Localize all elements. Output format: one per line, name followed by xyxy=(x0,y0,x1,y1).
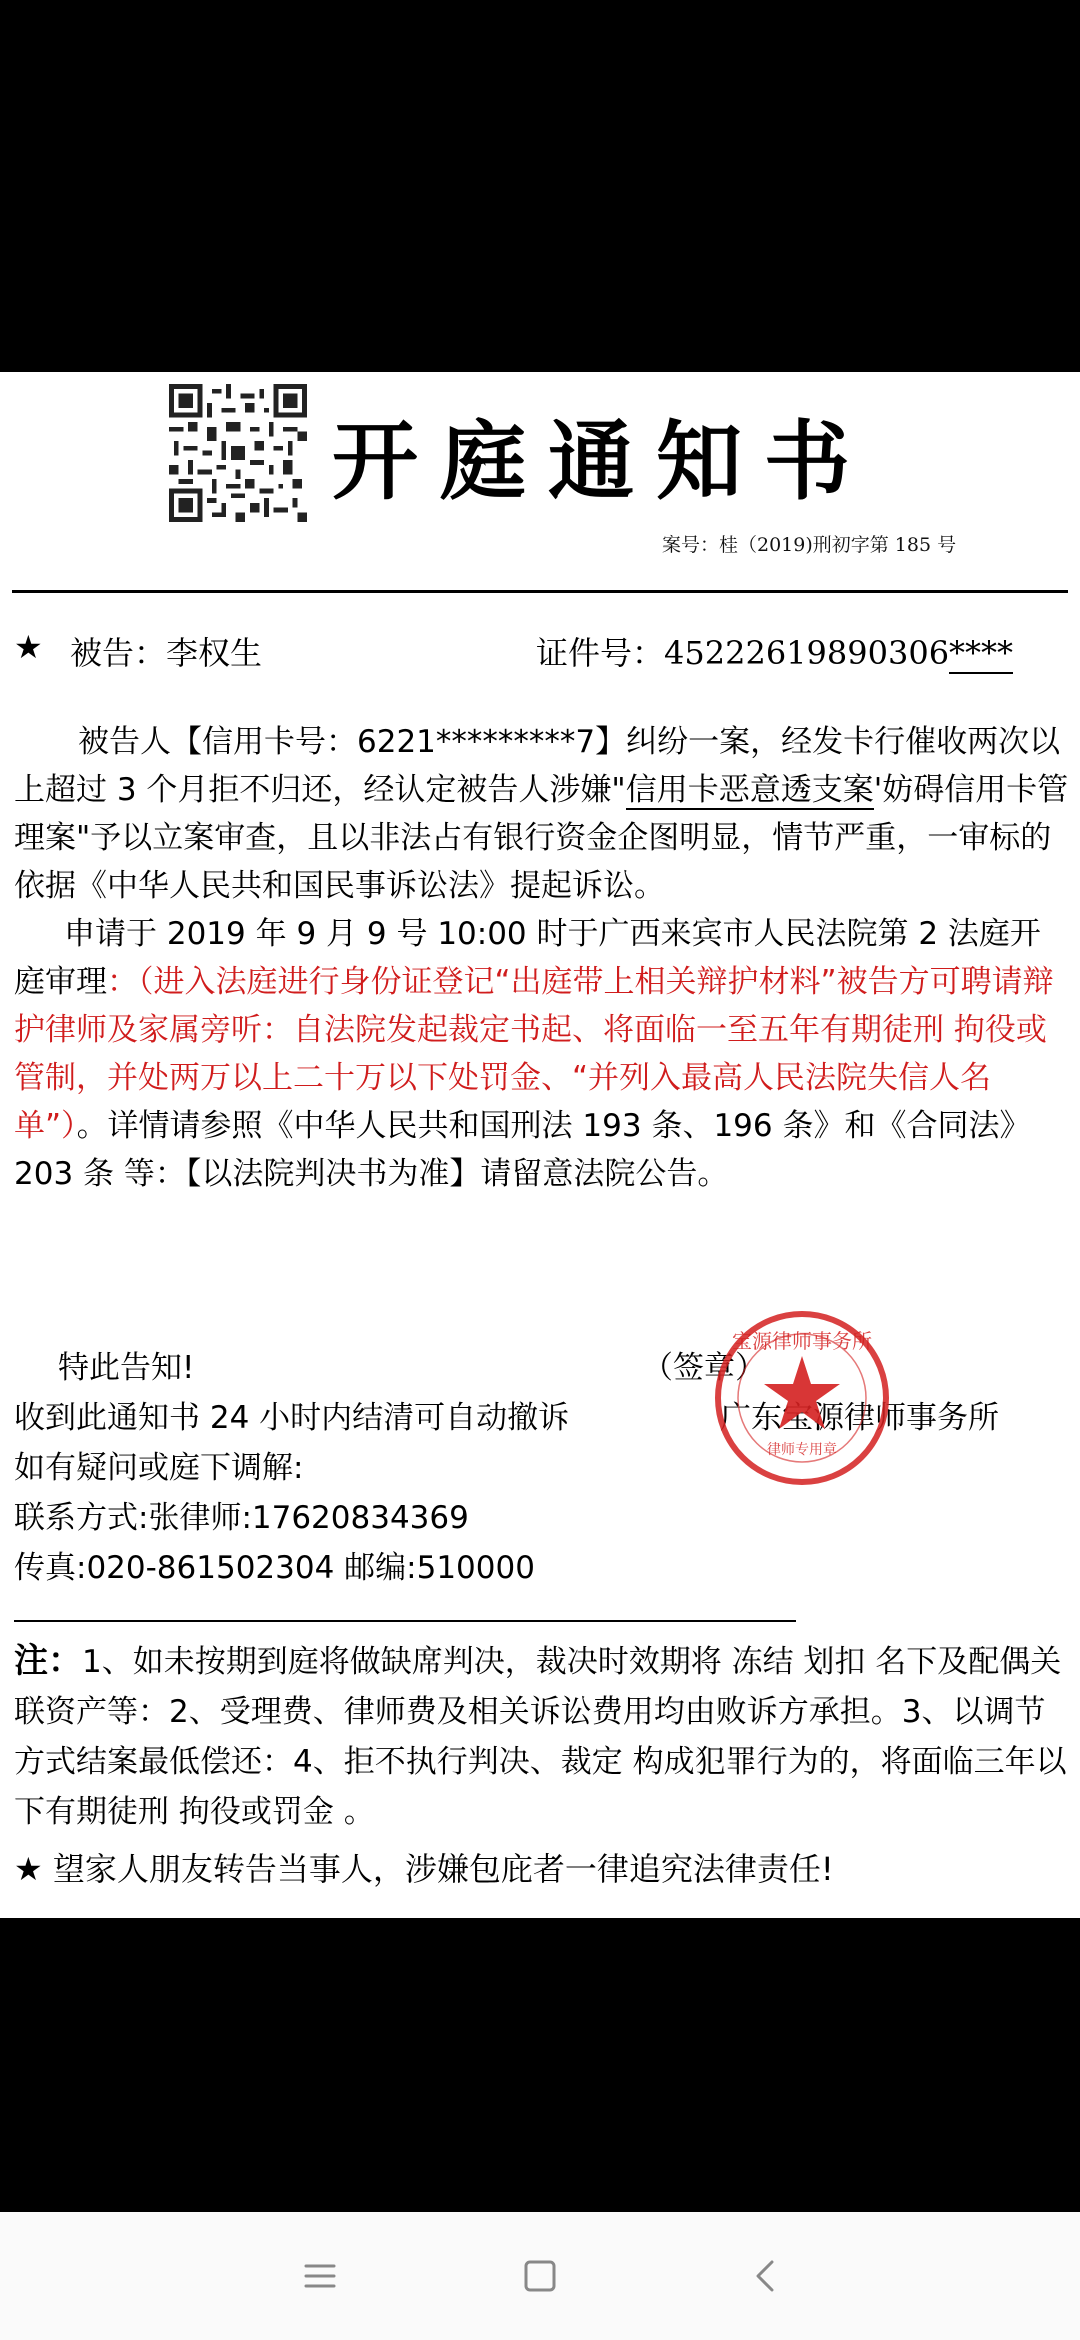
id-mask: **** xyxy=(949,634,1014,672)
paragraph-charges xyxy=(14,718,1070,910)
hearing-intro: 申请于 2019 年 9 月 9 号 10:00 时于广西来宾市人民法院第 2 法庭开庭审理 xyxy=(14,916,1041,1000)
charge-name: 信用卡恶意透支案 xyxy=(625,772,874,808)
case-number: 案号：桂（2019)刑初字第 185 号 xyxy=(662,534,957,556)
firm-name: 广东宝源律师事务所 xyxy=(720,1400,999,1436)
signature-divider xyxy=(14,1620,796,1622)
defendant-name: 被告：李权生 xyxy=(70,634,263,672)
android-nav-bar xyxy=(0,2212,1080,2340)
notice-line-2: 收到此通知书 24 小时内结清可自动撤诉 xyxy=(14,1400,570,1436)
paragraph-charges-part2: '妨碍信用卡管理案"予以立案审查，且以非法占有银行资金企图明显，情节严重，一审标的依据《中华人民共和国民事诉讼法》提起诉讼。 xyxy=(14,772,1069,904)
contact-line: 联系方式:张律师:17620834369 xyxy=(14,1500,469,1536)
seal-inner-text: 律师专用章 xyxy=(767,1442,837,1458)
menu-icon[interactable] xyxy=(300,2256,340,2296)
notes-section xyxy=(14,1636,1070,1837)
id-number xyxy=(536,628,1013,674)
hearing-warning-red: ：（进入法庭进行身份证登记“出庭带上相关辩护材料”被告方可聘请辩护律师及家属旁听：自法院发起裁定书起、将面临一至五年有期徒刑 拘役或管制，并处两万以上二十万以下处罚金、“并列入最高人民法院失信人名单”） xyxy=(14,964,1054,1144)
notice-line-1: 特此告知! xyxy=(58,1350,195,1386)
home-square-icon[interactable] xyxy=(520,2256,560,2296)
seal-stamp xyxy=(712,1308,892,1488)
note-label: 注： xyxy=(14,1641,82,1681)
id-digits: 45222619890306 xyxy=(664,634,950,672)
signature-label: （签章） xyxy=(642,1350,766,1386)
notice-line-3: 如有疑问或庭下调解: xyxy=(14,1450,304,1486)
paragraph-charges-part1: 被告人【信用卡号：6221*********7】纠纷一案，经发卡行催收两次以上超过 3 个月拒不归还，经认定被告人涉嫌" xyxy=(14,724,1061,808)
back-chevron-icon[interactable] xyxy=(746,2256,786,2296)
notice-document xyxy=(0,372,1080,1918)
document-title: 开庭通知书 xyxy=(332,412,872,512)
paragraph-hearing xyxy=(14,910,1070,1198)
qr-code-icon xyxy=(166,384,310,522)
id-label: 证件号： xyxy=(536,634,665,672)
star-icon: ★ xyxy=(14,628,43,666)
fax-line: 传真:020-861502304 邮编:510000 xyxy=(14,1550,535,1586)
header-divider xyxy=(12,590,1068,593)
note-text: 1、如未按期到庭将做缺席判决，裁决时效期将 冻结 划扣 名下及配偶关联资产等：2、受理费、律师费及相关诉讼费用均由败诉方承担。3、以调节方式结案最低偿还：4、拒不执行判决、裁定 构成犯罪行为的，将面临三年以下有期徒刑 拘役或罚金 。 xyxy=(14,1644,1067,1830)
seal-outer-text: 宝源律师事务所 xyxy=(732,1329,872,1353)
family-warning: ★ 望家人朋友转告当事人，涉嫌包庇者一律追究法律责任! xyxy=(14,1850,834,1888)
hearing-references: 。详情请参照《中华人民共和国刑法 193 条、196 条》和《合同法》203 条 等：【以法院判决书为准】请留意法院公告。 xyxy=(14,1108,1031,1192)
notice-body xyxy=(14,718,1070,1198)
